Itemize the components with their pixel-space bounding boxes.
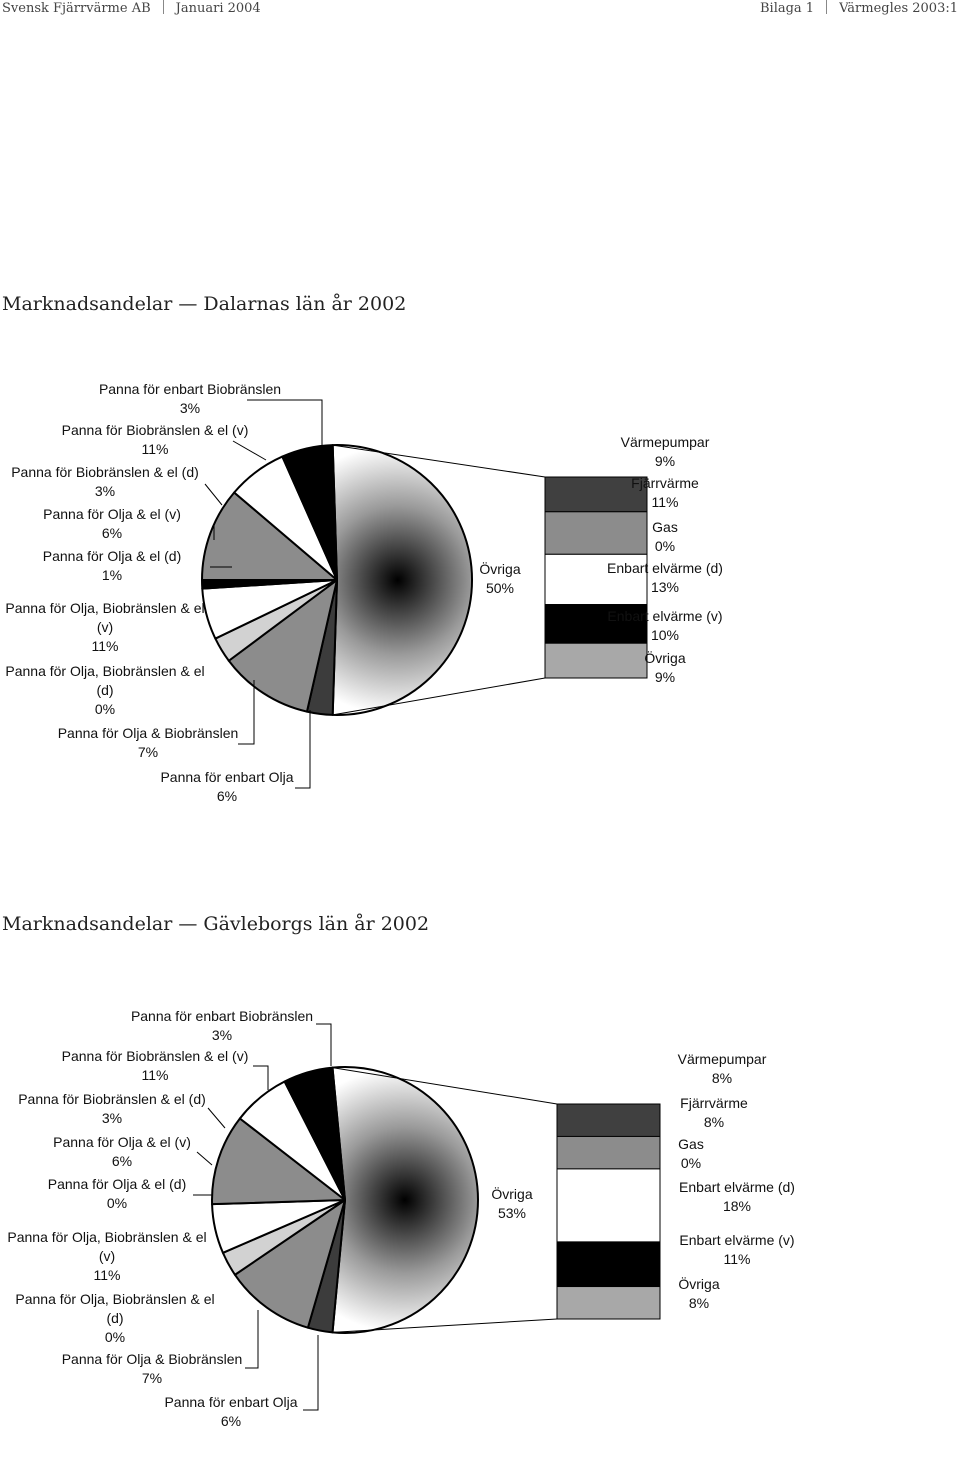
label-value: 6% (111, 1153, 133, 1169)
label-value: 0% (106, 1195, 128, 1211)
label-value: 11% (93, 1267, 121, 1283)
label-name: Enbart elvärme (d) (607, 560, 723, 576)
label-value: 9% (654, 669, 676, 685)
slice-label-panna-for-enbart-biobranslen (99, 380, 281, 418)
label-value: 50% (485, 580, 515, 596)
label-value: 0% (680, 1155, 702, 1171)
label-value: 1% (101, 567, 123, 583)
slice-label-panna-for-enbart-olja (160, 768, 293, 806)
label-name: Gas (678, 1136, 704, 1152)
label-name: Panna för enbart Biobränslen (130, 1008, 314, 1024)
label-name: Panna för Olja & el (v) (43, 506, 181, 522)
chart-gavleborg (0, 1000, 960, 1480)
label-name: Panna för Biobränslen & el (d) (11, 464, 199, 480)
breakdown-label-fjarrvarme (680, 1094, 748, 1132)
label-value: 11% (91, 638, 119, 654)
breakdown-segment-ovriga (545, 643, 647, 678)
label-value: 9% (654, 453, 676, 469)
label-value: 7% (141, 1370, 163, 1386)
label-name: Panna för Olja & Biobränslen (61, 1351, 243, 1367)
leader-line-panna-for-olja-biobranslen (238, 680, 254, 744)
label-value: 11% (723, 1251, 751, 1267)
breakdown-label-fjarrvarme (631, 474, 699, 512)
breakdown-label-enbart-elvarme-d (679, 1178, 795, 1216)
breakdown-label-varmepumpar (678, 1050, 767, 1088)
label-value: 0% (654, 538, 676, 554)
label-name: Värmepumpar (620, 434, 710, 450)
header-report: Värmegles 2003:1 (839, 1, 958, 16)
label-value: 8% (711, 1070, 733, 1086)
label-value: 6% (220, 1413, 242, 1429)
header-date: Januari 2004 (175, 1, 261, 16)
leader-line-panna-for-biobranslen-el-d (205, 484, 222, 505)
breakdown-segment-fjarrvarme (545, 512, 647, 555)
slice-label-panna-for-biobranslen-el-d (18, 1090, 206, 1128)
slice-label-panna-for-enbart-biobranslen (131, 1007, 313, 1045)
slice-label-panna-for-biobranslen-el-v (62, 1047, 249, 1085)
pie-slice-ovriga (332, 1067, 478, 1333)
label-value: 8% (703, 1114, 725, 1130)
label-name: Gas (652, 519, 678, 535)
leader-line-panna-for-olja-el-v (197, 1152, 212, 1165)
label-value: 7% (137, 744, 159, 760)
label-name: Panna för Olja, Biobränslen & el (d) (5, 663, 205, 698)
slice-label-panna-for-olja-biobranslen (58, 724, 239, 762)
breakdown-segment-enbart-elvarme-d (557, 1169, 660, 1242)
header-right (760, 0, 958, 16)
label-name: Fjärrvärme (680, 1095, 748, 1111)
breakdown-segment-fjarrvarme (557, 1136, 660, 1168)
page-header (0, 0, 960, 20)
label-name: Panna för enbart Olja (164, 1394, 298, 1410)
label-name: Övriga (678, 1276, 720, 1292)
leader-line-panna-for-biobranslen-el-d (208, 1108, 225, 1128)
leader-line-panna-for-enbart-olja (303, 1335, 318, 1410)
header-appendix: Bilaga 1 (759, 1, 815, 16)
label-name: Enbart elvärme (v) (607, 608, 723, 624)
label-value: 0% (94, 701, 116, 717)
label-value: 11% (141, 441, 169, 457)
slice-label-ovriga (479, 560, 520, 598)
slice-label-panna-for-olja-el-v (43, 505, 181, 543)
label-value: 3% (94, 483, 116, 499)
breakdown-segment-varmepumpar (557, 1104, 660, 1136)
slice-label-panna-for-olja-biobranslen-el-v (0, 1228, 214, 1285)
label-name: Värmepumpar (677, 1051, 767, 1067)
pie-slice-ovriga (333, 445, 472, 715)
chart-title-dalarna: Marknadsandelar — Dalarnas län år 2002 (2, 293, 407, 315)
label-name: Panna för Olja, Biobränslen & el (v) (5, 600, 205, 635)
label-name: Panna för Biobränslen & el (v) (61, 422, 249, 438)
label-name: Panna för Olja & Biobränslen (57, 725, 239, 741)
header-divider (826, 0, 827, 14)
slice-label-panna-for-biobranslen-el-v (62, 421, 249, 459)
breakdown-segment-enbart-elvarme-v (557, 1242, 660, 1287)
label-name: Panna för Olja & el (v) (53, 1134, 191, 1150)
slice-label-panna-for-olja-biobranslen-el-v (0, 599, 210, 656)
breakdown-label-ovriga (644, 649, 685, 687)
header-divider (163, 0, 164, 14)
label-name: Fjärrvärme (631, 475, 699, 491)
slice-label-panna-for-enbart-olja (164, 1393, 297, 1431)
header-left (2, 0, 261, 16)
breakdown-label-ovriga (678, 1275, 719, 1313)
label-value: 3% (179, 400, 201, 416)
leader-line-panna-for-enbart-olja (295, 710, 310, 788)
slice-label-panna-for-olja-biobranslen-el-d (8, 1290, 222, 1347)
label-name: Panna för Olja, Biobränslen & el (d) (15, 1291, 215, 1326)
label-name: Panna för enbart Olja (160, 769, 294, 785)
label-value: 53% (497, 1205, 527, 1221)
label-name: Övriga (644, 650, 686, 666)
label-name: Panna för Biobränslen & el (d) (18, 1091, 206, 1107)
label-name: Panna för Olja & el (d) (47, 1176, 187, 1192)
slice-label-panna-for-olja-biobranslen (62, 1350, 243, 1388)
label-value: 11% (141, 1067, 169, 1083)
breakdown-label-enbart-elvarme-v (679, 1231, 794, 1269)
label-value: 8% (688, 1295, 710, 1311)
label-name: Övriga (491, 1186, 533, 1202)
breakdown-label-gas (678, 1135, 704, 1173)
label-name: Panna för Olja, Biobränslen & el (v) (7, 1229, 207, 1264)
label-name: Panna för Olja & el (d) (42, 548, 182, 564)
breakdown-label-varmepumpar (621, 433, 710, 471)
slice-label-panna-for-olja-el-d (48, 1175, 187, 1213)
label-value: 6% (101, 525, 123, 541)
slice-label-panna-for-olja-el-v (53, 1133, 191, 1171)
label-name: Enbart elvärme (d) (679, 1179, 795, 1195)
label-name: Panna för Biobränslen & el (v) (61, 1048, 249, 1064)
label-value: 0% (104, 1329, 126, 1345)
leader-line-panna-for-biobranslen-el-v (253, 1066, 268, 1090)
label-value: 10% (650, 627, 680, 643)
label-name: Enbart elvärme (v) (679, 1232, 795, 1248)
label-name: Panna för enbart Biobränslen (98, 381, 282, 397)
chart-title-gavleborg: Marknadsandelar — Gävleborgs län år 2002 (2, 913, 430, 935)
label-name: Övriga (479, 561, 521, 577)
slice-label-ovriga (491, 1185, 532, 1223)
breakdown-label-enbart-elvarme-v (607, 607, 722, 645)
leader-line-panna-for-enbart-biobranslen (316, 1024, 331, 1066)
breakdown-label-gas (652, 518, 678, 556)
header-company: Svensk Fjärrvärme AB (2, 1, 151, 16)
chart-dalarna (0, 370, 960, 850)
label-value: 3% (211, 1027, 233, 1043)
leader-line-panna-for-olja-biobranslen (245, 1310, 258, 1368)
label-value: 13% (650, 579, 680, 595)
slice-label-panna-for-biobranslen-el-d (11, 463, 199, 501)
slice-label-panna-for-olja-biobranslen-el-d (0, 662, 210, 719)
label-value: 11% (651, 494, 679, 510)
breakdown-segment-ovriga (557, 1287, 660, 1319)
slice-label-panna-for-olja-el-d (43, 547, 182, 585)
breakdown-label-enbart-elvarme-d (607, 559, 723, 597)
label-value: 18% (722, 1198, 752, 1214)
label-value: 6% (216, 788, 238, 804)
label-value: 3% (101, 1110, 123, 1126)
